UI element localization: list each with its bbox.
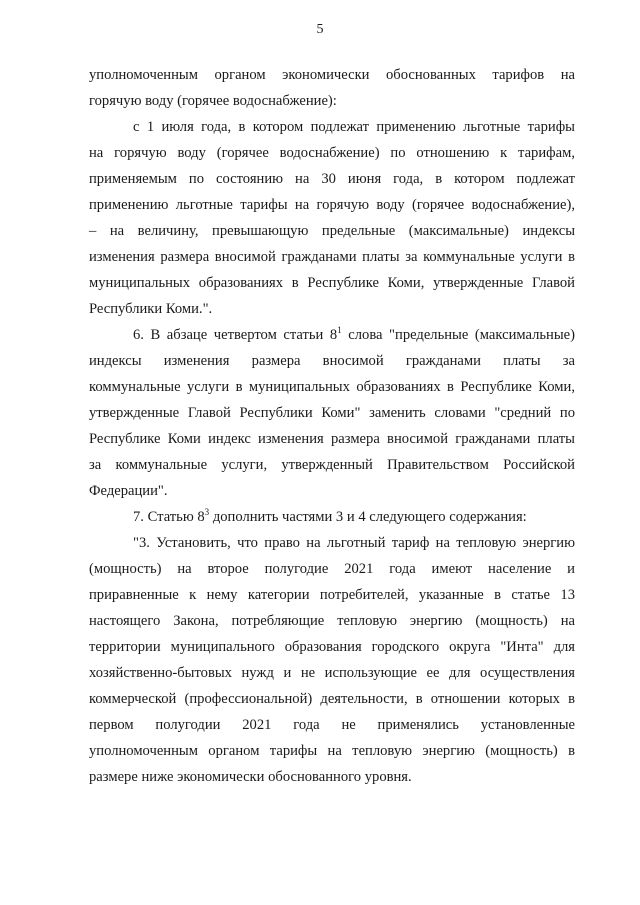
text-line: первом полугодии 2021 года не применялись установленные (89, 717, 575, 733)
item-7-line (89, 504, 575, 530)
text-line: коммунальные услуги в муниципальных образованиях в Республике Коми, (89, 379, 575, 395)
text-line: (мощность) на второе полугодие 2021 года имеют население и (89, 561, 575, 577)
text-line: утвержденные Главой Республики Коми" заменить словами "средний по (89, 405, 575, 421)
superscript: 1 (337, 325, 342, 335)
document-body (89, 62, 575, 790)
text-line: коммерческой (профессиональной) деятельности, в отношении которых в (89, 691, 575, 707)
text-line: изменения размера вносимой гражданами платы за коммунальные услуги в (89, 249, 575, 265)
item-6-text-start: 6. В абзаце четвертом статьи 8 (133, 327, 338, 343)
text-line: горячую воду (горячее водоснабжение): (89, 93, 337, 109)
item-7-text-end: дополнить частями 3 и 4 следующего содержания: (209, 509, 527, 525)
text-line: на горячую воду (горячее водоснабжение) по отношению к тарифам, (89, 145, 575, 161)
text-line: с 1 июля года, в котором подлежат применению льготные тарифы (133, 119, 575, 135)
page-number: 5 (316, 22, 324, 37)
text-line: – на величину, превышающую предельные (максимальные) индексы (89, 223, 575, 239)
text-line: муниципальных образованиях в Республике Коми, утвержденные Главой (89, 275, 575, 291)
text-line: применяемым по состоянию на 30 июня года, в котором подлежат (89, 171, 575, 187)
text-line: настоящего Закона, потребляющие тепловую энергию (мощность) на (89, 613, 575, 629)
text-line: применению льготные тарифы на горячую воду (горячее водоснабжение), (89, 197, 575, 213)
text-line: Республики Коми.". (89, 301, 213, 317)
text-line: Федерации". (89, 483, 168, 499)
text-line: приравненные к нему категории потребителей, указанные в статье 13 (89, 587, 575, 603)
text-line: уполномоченным органом экономически обоснованных тарифов на (89, 67, 575, 83)
text-line: за коммунальные услуги, утвержденный Правительством Российской (89, 457, 575, 473)
text-line: уполномоченным органом тарифы на тепловую энергию (мощность) в (89, 743, 575, 759)
item-6-first-line (89, 322, 575, 348)
superscript: 3 (204, 507, 210, 517)
text-line: индексы изменения размера вносимой гражданами платы за (89, 353, 575, 369)
text-line: "3. Установить, что право на льготный тариф на тепловую энергию (133, 535, 575, 551)
text-line: Республике Коми индекс изменения размера вносимой гражданами платы (89, 431, 575, 447)
text-line: размере ниже экономически обоснованного уровня. (89, 769, 412, 785)
text-line: хозяйственно-бытовых нужд и не использующие ее для осуществления (89, 665, 575, 681)
item-7-text-start: 7. Статью 8 (133, 509, 205, 525)
text-line: территории муниципального образования городского округа "Инта" для (89, 639, 575, 655)
item-6-text-end: слова "предельные (максимальные) (341, 327, 576, 343)
